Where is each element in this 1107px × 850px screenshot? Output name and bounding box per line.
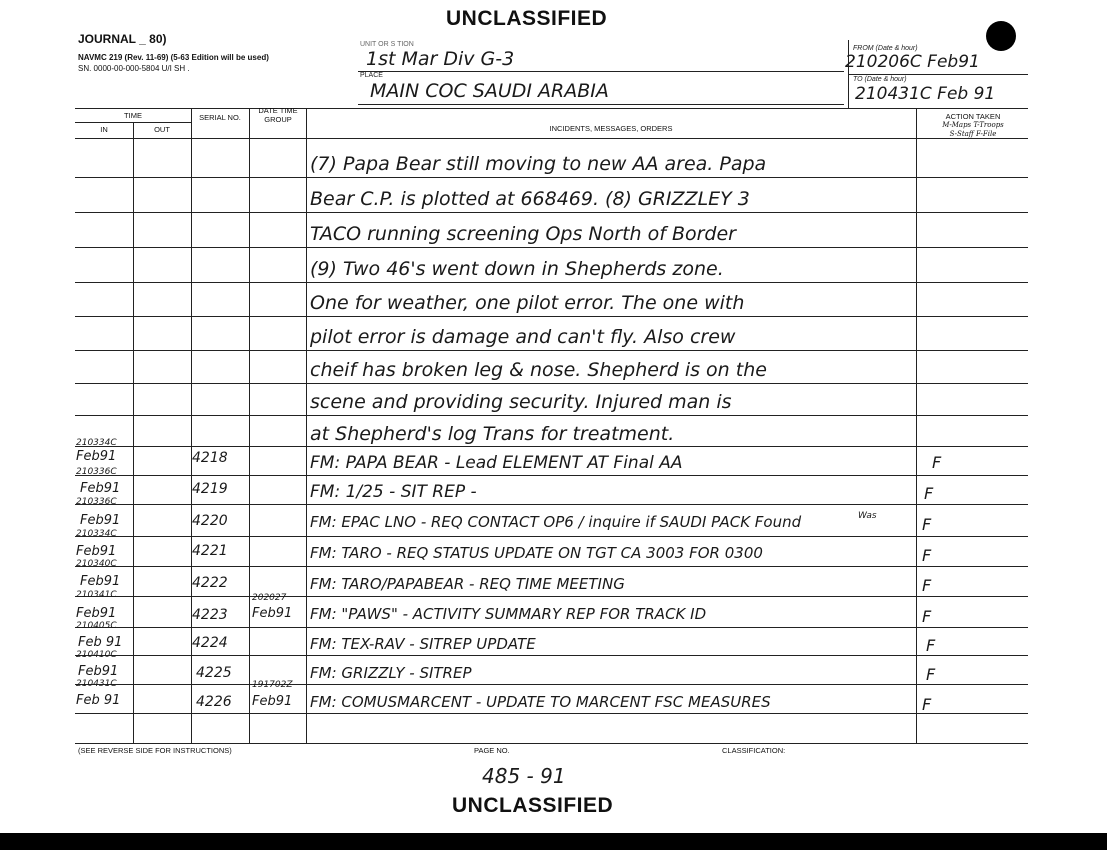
form-title (78, 32, 167, 46)
row-line (75, 282, 1028, 283)
entry-message: FM: 1/25 - SIT REP - (310, 482, 477, 502)
classification-top: UNCLASSIFIED (446, 7, 608, 30)
from-value: 210206C Feb91 (845, 52, 980, 72)
classification-bottom: UNCLASSIFIED (452, 794, 614, 817)
page-number: 485 - 91 (482, 764, 566, 788)
from-label: FROM (Date & hour) (853, 45, 918, 52)
col-header-action: ACTION TAKEN (945, 112, 1001, 121)
entry-time-in: 210334C (76, 529, 117, 539)
place-value: MAIN COC SAUDI ARABIA (370, 80, 609, 102)
row-line (75, 247, 1028, 248)
entry-action: F (926, 665, 936, 684)
col-header-in: IN (100, 125, 108, 134)
to-label: TO (Date & hour) (853, 76, 907, 83)
table-header-bottom (75, 138, 1028, 139)
entry-action: F (922, 576, 932, 595)
entry-message: FM: TARO/PAPABEAR - REQ TIME MEETING (310, 575, 625, 593)
entry-dtg: 202027 (252, 593, 287, 603)
entry-time-in: 210341C (76, 590, 117, 600)
table-top-border (75, 108, 1028, 109)
col-header-serial: SERIAL NO. (199, 113, 241, 122)
entry-message: FM: PAPA BEAR - Lead ELEMENT AT Final AA (310, 453, 683, 473)
entry-time-in-date: Feb 91 (76, 693, 121, 708)
narrative-line: Bear C.P. is plotted at 668469. (8) GRIZZLEY 3 (310, 188, 750, 210)
entry-time-in-date: Feb91 (80, 513, 121, 528)
entry-action: F (922, 607, 932, 626)
entry-serial: 4225 (196, 665, 232, 681)
entry-time-in: 210334C (76, 438, 117, 448)
entry-time-in: 210336C (76, 467, 117, 477)
from-underline (848, 74, 1028, 75)
col-header-action-sub1: M-Maps T-Troops (942, 121, 1004, 129)
entry-time-in: 210410C (76, 650, 117, 660)
form-navmc: NAVMC 219 (Rev. 11-69) (5-63 Edition will be used) (78, 53, 269, 62)
col-header-dtg: DATE TIME GROUP (258, 106, 298, 124)
scan-edge-bar (0, 833, 1107, 850)
entry-message: FM: TEX-RAV - SITREP UPDATE (310, 635, 536, 653)
entry-time-in-date: Feb91 (80, 481, 121, 496)
narrative-line: pilot error is damage and can't fly. Also crew (310, 326, 736, 348)
entry-serial: 4218 (192, 450, 228, 466)
row-line (75, 627, 1028, 628)
punch-hole (986, 21, 1016, 51)
entry-time-in: 210405C (76, 621, 117, 631)
row-line (75, 536, 1028, 537)
row-line (75, 350, 1028, 351)
entry-message: FM: COMUSMARCENT - UPDATE TO MARCENT FSC MEASURES (310, 693, 771, 711)
footer-page-no-label: PAGE NO. (474, 746, 510, 755)
entry-action: F (924, 484, 934, 503)
col-line-dtg (249, 108, 250, 743)
entry-time-in-date: Feb91 (76, 449, 117, 464)
row-line (75, 713, 1028, 714)
row-line (75, 504, 1028, 505)
form-sn: SN. 0000-00-000-5804 U/I SH . (78, 64, 190, 73)
place-label: PLACE (360, 72, 383, 79)
entry-action: F (932, 453, 942, 472)
entry-time-in-date: Feb 91 (78, 635, 123, 650)
entry-serial: 4223 (192, 607, 228, 623)
entry-time-in: 210431C (76, 679, 117, 689)
row-line (75, 655, 1028, 656)
entry-serial: 4226 (196, 694, 232, 710)
entry-time-in: 210340C (76, 559, 117, 569)
narrative-line: TACO running screening Ops North of Border (310, 223, 736, 245)
place-underline (358, 104, 844, 105)
col-line-in-out (133, 122, 134, 743)
footer-instructions: (SEE REVERSE SIDE FOR INSTRUCTIONS) (78, 746, 232, 755)
col-header-time: TIME (124, 111, 142, 120)
table-bottom-border (75, 743, 1028, 744)
entry-action: F (926, 636, 936, 655)
entry-dtg-date: Feb91 (252, 694, 293, 709)
entry-message: FM: GRIZZLY - SITREP (310, 664, 472, 682)
entry-serial: 4220 (192, 513, 228, 529)
row-line (75, 566, 1028, 567)
row-line (75, 415, 1028, 416)
col-line-incidents (306, 108, 307, 743)
row-line (75, 475, 1028, 476)
narrative-line: (7) Papa Bear still moving to new AA area. Papa (310, 153, 767, 175)
entry-message: FM: "PAWS" - ACTIVITY SUMMARY REP FOR TRACK ID (310, 605, 707, 623)
to-value: 210431C Feb 91 (855, 84, 996, 104)
unit-underline (358, 71, 844, 72)
row-line (75, 212, 1028, 213)
entry-action: F (922, 695, 932, 714)
narrative-line: One for weather, one pilot error. The one with (310, 292, 745, 314)
entry-time-in-date: Feb91 (78, 664, 119, 679)
entry-serial: 4224 (192, 635, 228, 651)
unit-value: 1st Mar Div G-3 (366, 48, 515, 70)
row-line (75, 383, 1028, 384)
entry-message: FM: TARO - REQ STATUS UPDATE ON TGT CA 3003 FOR 0300 (310, 544, 763, 562)
col-line-action (916, 108, 917, 743)
entry-serial: 4222 (192, 575, 228, 591)
col-header-out: OUT (154, 125, 170, 134)
entry-serial: 4219 (192, 481, 228, 497)
entry-time-in: 210336C (76, 497, 117, 507)
row-line (75, 684, 1028, 685)
entry-serial: 4221 (192, 543, 228, 559)
row-line (75, 596, 1028, 597)
entry-action: F (922, 546, 932, 565)
col-header-action-sub2: S-Staff F-File (949, 130, 997, 138)
entry-message-note: Was (858, 511, 877, 521)
narrative-line: at Shepherd's log Trans for treatment. (310, 423, 675, 445)
entry-time-in-date: Feb91 (80, 574, 121, 589)
form-title-text: JOURNAL (78, 32, 136, 46)
narrative-line: cheif has broken leg & nose. Shepherd is on the (310, 359, 767, 381)
row-line (75, 446, 1028, 447)
col-header-incidents: INCIDENTS, MESSAGES, ORDERS (549, 124, 673, 133)
row-line (75, 316, 1028, 317)
unit-label: UNIT OR S TION (360, 41, 414, 48)
entry-dtg-date: Feb91 (252, 606, 293, 621)
entry-action: F (922, 515, 932, 534)
narrative-line: (9) Two 46's went down in Shepherds zone. (310, 258, 724, 280)
form-title-suffix: _ 80) (139, 32, 167, 46)
entry-time-in-date: Feb91 (76, 544, 117, 559)
footer-classification-label: CLASSIFICATION: (722, 746, 786, 755)
entry-message: FM: EPAC LNO - REQ CONTACT OP6 / inquire if SAUDI PACK Found (310, 513, 802, 531)
entry-time-in-date: Feb91 (76, 606, 117, 621)
entry-dtg: 191702Z (252, 680, 293, 690)
narrative-line: scene and providing security. Injured man is (310, 391, 732, 413)
row-line (75, 177, 1028, 178)
